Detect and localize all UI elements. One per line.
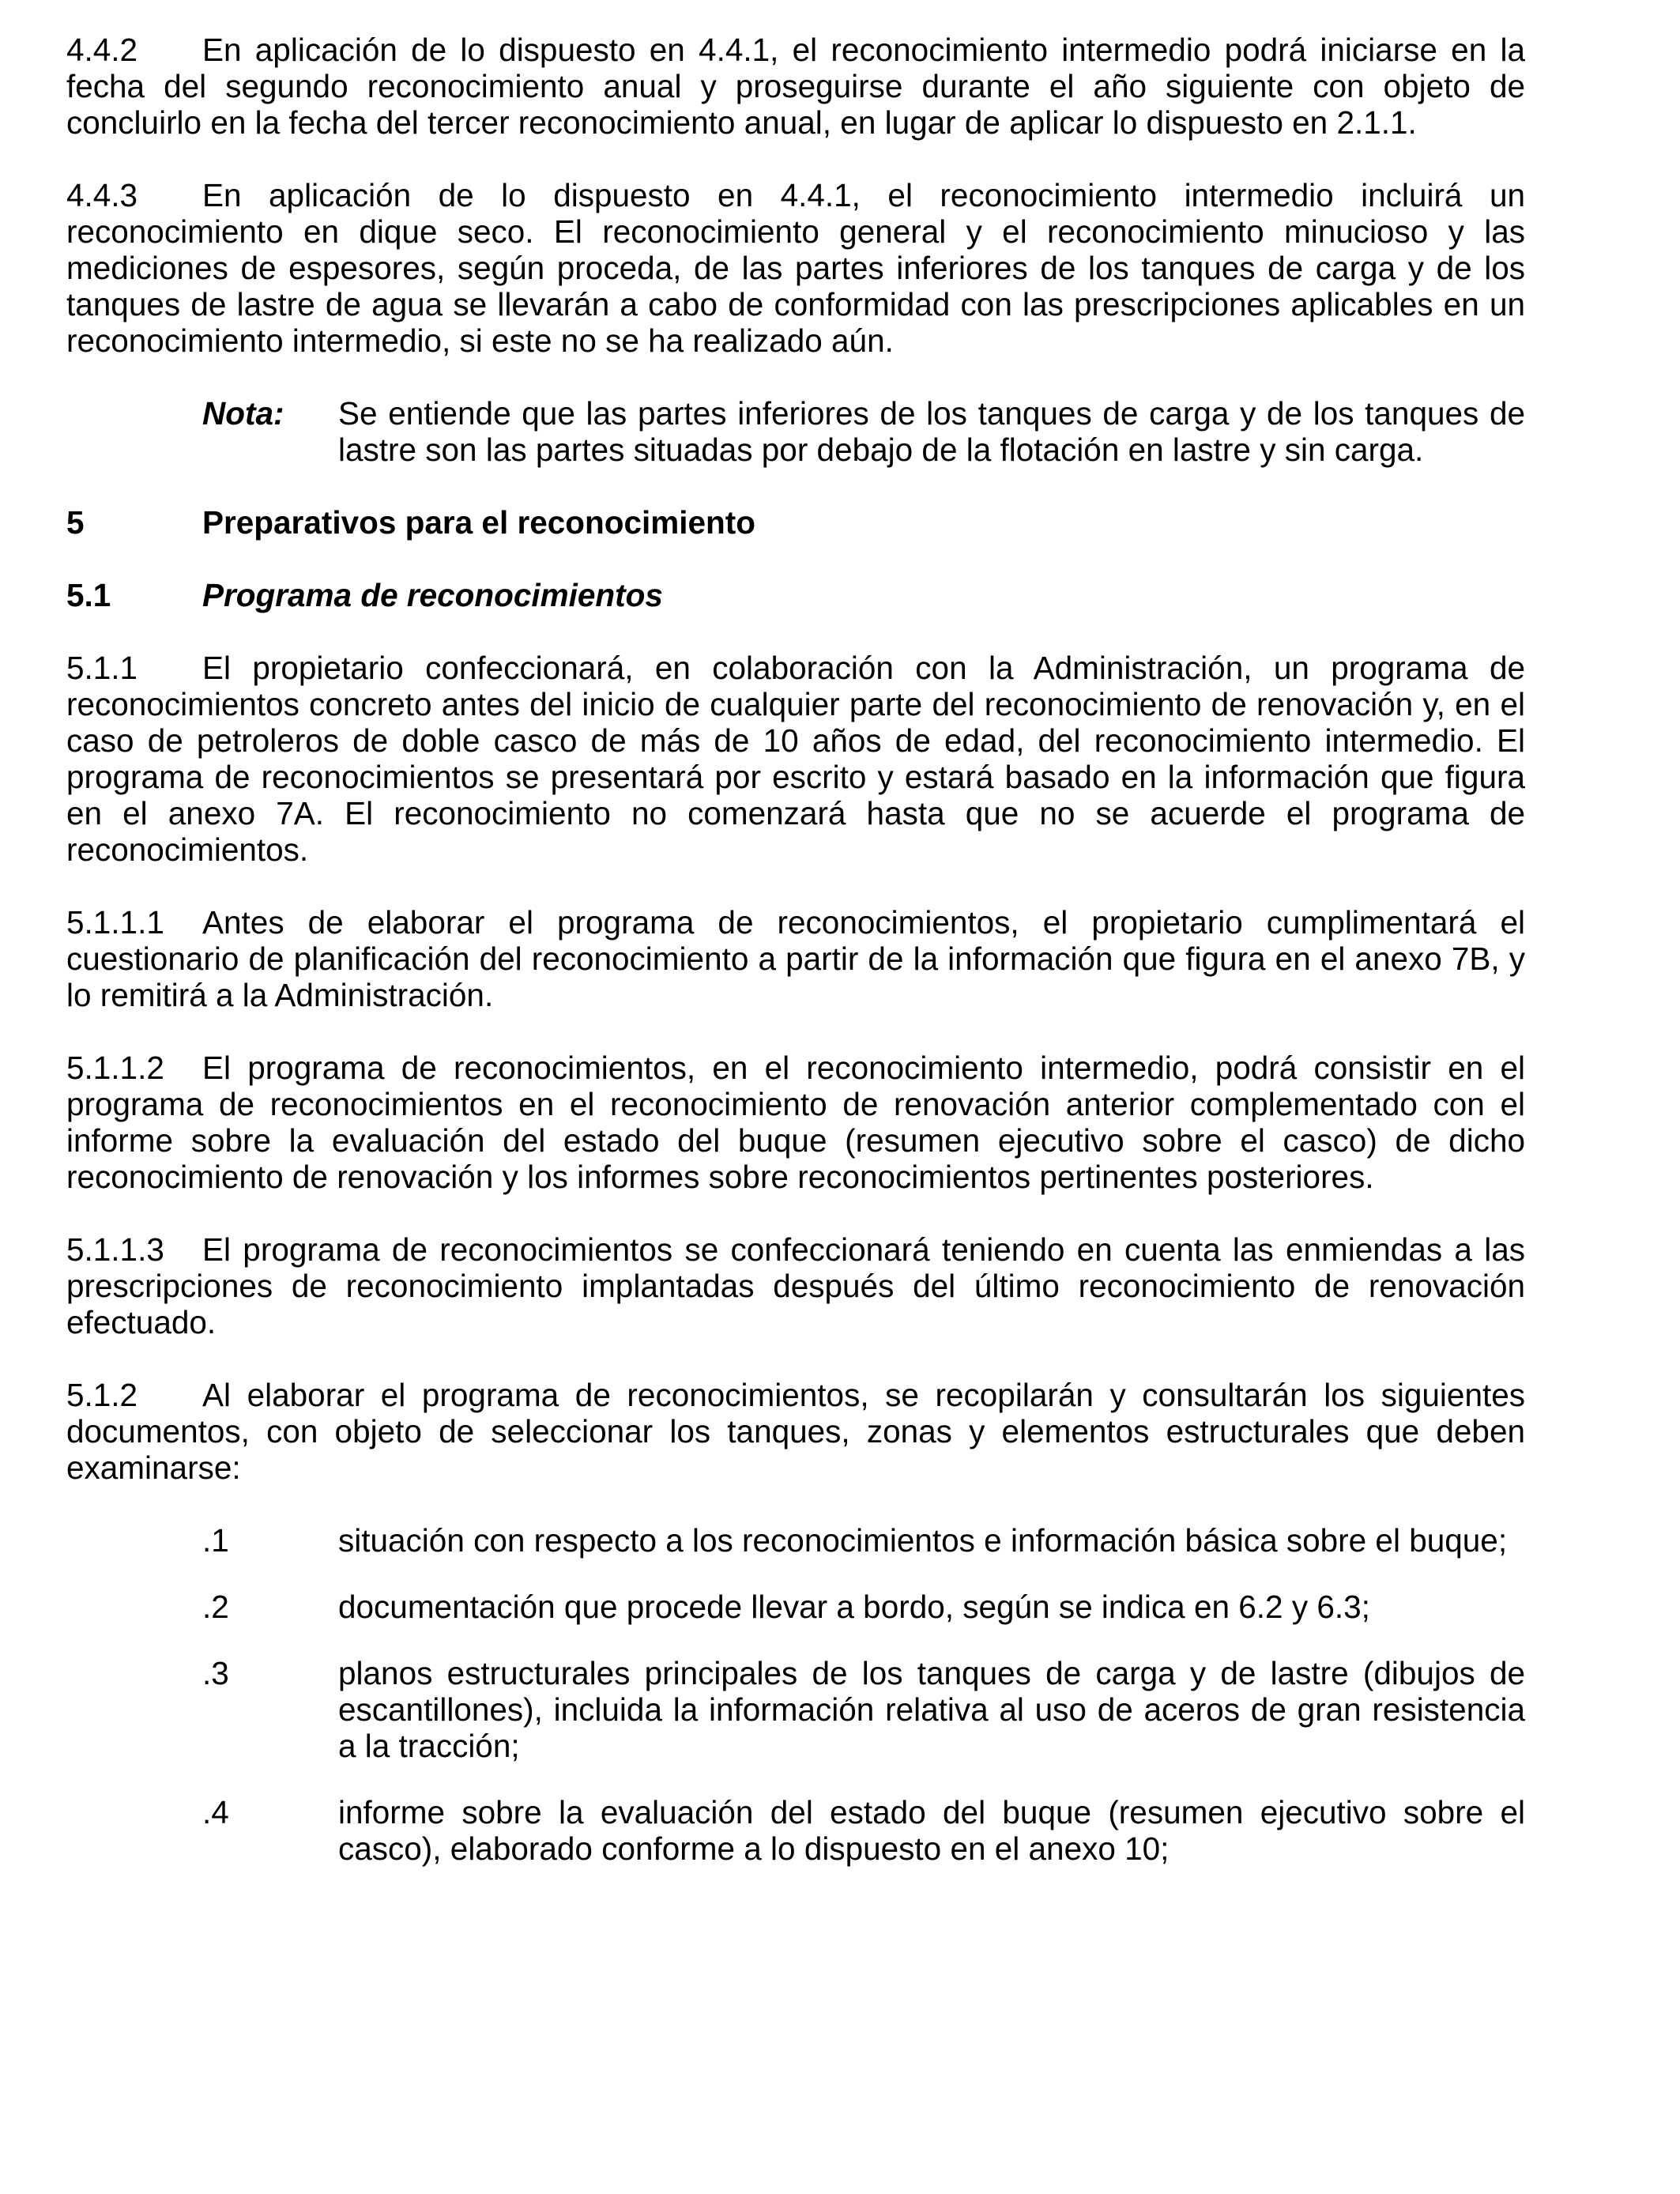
paragraph-text: El propietario confeccionará, en colaboración con la Administración, un programa de reconocimientos concreto antes del inicio de cualquier parte del reconocimiento de renovación y, en el caso de petroleros de doble casco de más de 10 años de edad, del reconocimiento intermedio. El programa de reconocimientos se presentará por escrito y estará basado en la información que figura en el anexo 7A. El reconocimiento no comenzará hasta que no se acuerde el programa de reconocimientos. [66,650,1525,868]
heading-number: 5.1 [66,577,111,613]
list-item-number: .3 [202,1655,229,1691]
document-page [66,32,1525,1897]
list-item [202,1589,1525,1625]
paragraph-text: En aplicación de lo dispuesto en 4.4.1, el reconocimiento intermedio podrá iniciarse en la fecha del segundo reconocimiento anual y proseguirse durante el año siguiente con objeto de concluirlo en la fecha del tercer reconocimiento anual, en lugar de aplicar lo dispuesto en 2.1.1. [66,32,1525,141]
list-item-number: .1 [202,1522,229,1559]
list-item [202,1522,1525,1559]
heading-text: Preparativos para el reconocimiento [202,504,756,541]
note-label: Nota: [202,395,284,432]
paragraph-5-1-1-1 [66,904,1525,1013]
paragraph-number: 5.1.2 [66,1377,138,1413]
paragraph-number: 5.1.1 [66,650,138,686]
paragraph-text: Antes de elaborar el programa de reconocimientos, el propietario cumplimentará el cuestionario de planificación del reconocimiento a partir de la información que figura en el anexo 7B, y lo remitirá a la Administración. [66,904,1525,1013]
paragraph-text: El programa de reconocimientos se confeccionará teniendo en cuenta las enmiendas a las prescripciones de reconocimiento implantadas después del último reconocimiento de renovación efectuado. [66,1231,1525,1340]
paragraph-number: 5.1.1.1 [66,904,164,941]
paragraph-text: Al elaborar el programa de reconocimientos, se recopilarán y consultarán los siguientes documentos, con objeto de seleccionar los tanques, zonas y elementos estructurales que deben examinarse: [66,1377,1525,1486]
paragraph-number: 5.1.1.3 [66,1231,164,1268]
list-item [202,1655,1525,1764]
list-item-number: .4 [202,1794,229,1830]
list-item-text: situación con respecto a los reconocimientos e información básica sobre el buque; [338,1522,1508,1559]
note-text: Se entiende que las partes inferiores de los tanques de carga y de los tanques de lastre son las partes situadas por debajo de la flotación en lastre y sin carga. [338,395,1525,468]
heading-text: Programa de reconocimientos [202,577,663,613]
note-block [202,395,1525,468]
list-item [202,1794,1525,1867]
paragraph-text: En aplicación de lo dispuesto en 4.4.1, el reconocimiento intermedio incluirá un reconocimiento en dique seco. El reconocimiento general y el reconocimiento minucioso y las mediciones de espesores, según proceda, de las partes inferiores de los tanques de carga y de los tanques de lastre de agua se llevarán a cabo de conformidad con las prescripciones aplicables en un reconocimiento intermedio, si este no se ha realizado aún. [66,177,1525,359]
list-item-text: planos estructurales principales de los tanques de carga y de lastre (dibujos de escantillones), incluida la información relativa al uso de aceros de gran resistencia a la tracción; [338,1655,1525,1764]
list-item-text: documentación que procede llevar a bordo, según se indica en 6.2 y 6.3; [338,1589,1370,1625]
section-heading-5 [66,504,1525,541]
paragraph-4-4-3 [66,177,1525,359]
paragraph-4-4-2 [66,32,1525,141]
paragraph-5-1-2 [66,1377,1525,1486]
paragraph-5-1-1-2 [66,1050,1525,1195]
heading-number: 5 [66,504,85,541]
paragraph-5-1-1-3 [66,1231,1525,1340]
section-heading-5-1 [66,577,1525,613]
paragraph-text: El programa de reconocimientos, en el reconocimiento intermedio, podrá consistir en el programa de reconocimientos en el reconocimiento de renovación anterior complementado con el informe sobre la evaluación del estado del buque (resumen ejecutivo sobre el casco) de dicho reconocimiento de renovación y los informes sobre reconocimientos pertinentes posteriores. [66,1050,1525,1195]
list-item-text: informe sobre la evaluación del estado del buque (resumen ejecutivo sobre el casco), elaborado conforme a lo dispuesto en el anexo 10; [338,1794,1525,1867]
paragraph-number: 5.1.1.2 [66,1050,164,1086]
paragraph-5-1-1 [66,650,1525,868]
list-item-number: .2 [202,1589,229,1625]
paragraph-number: 4.4.2 [66,32,138,68]
paragraph-number: 4.4.3 [66,177,138,213]
